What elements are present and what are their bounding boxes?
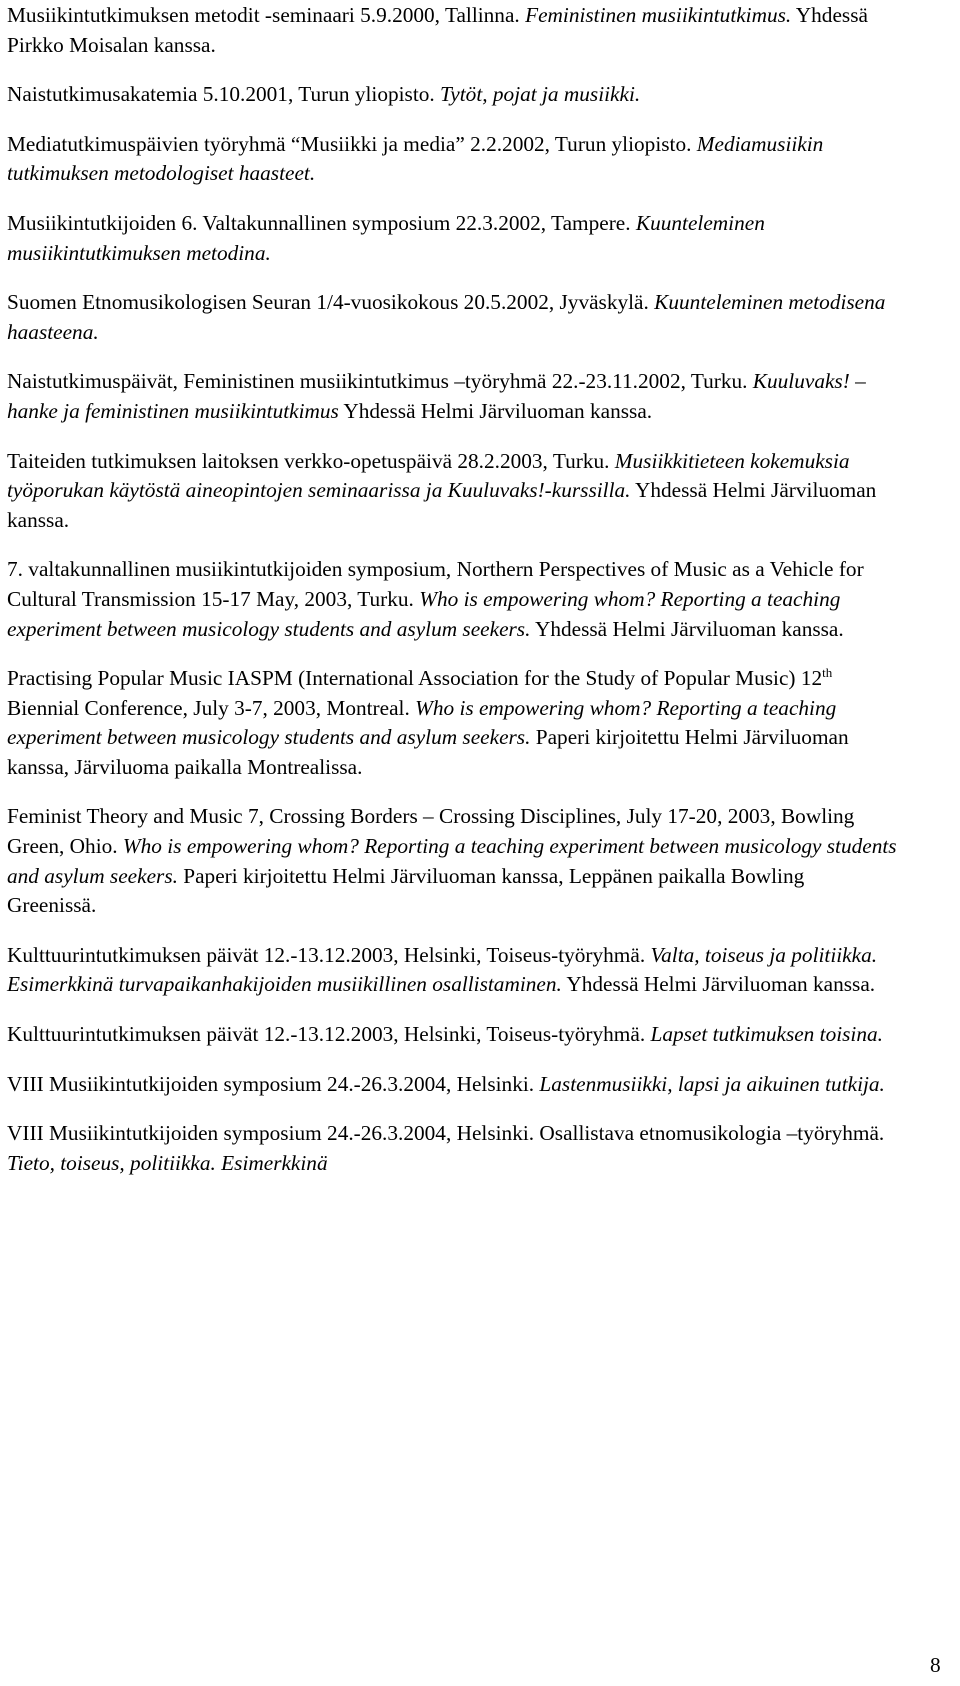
presentation-entry <box>7 941 897 1000</box>
event-details: Musiikintutkijoiden 6. Valtakunnallinen symposium 22.3.2002, Tampere. <box>7 210 636 235</box>
event-details: Yhdessä Helmi Järviluoman kanssa. <box>561 972 876 997</box>
event-details: Suomen Etnomusikologisen Seuran 1/4-vuosikokous 20.5.2002, Jyväskylä. <box>7 290 655 315</box>
event-details: Naistutkimuspäivät, Feministinen musiikintutkimus –työryhmä 22.-23.11.2002, Turku. <box>7 369 753 394</box>
event-details: Kulttuurintutkimuksen päivät 12.-13.12.2003, Helsinki, Toiseus-työryhmä. <box>7 942 651 967</box>
presentation-entry <box>7 130 897 189</box>
event-details: VIII Musiikintutkijoiden symposium 24.-26.3.2004, Helsinki. Osallistava etnomusikologia –työryhmä. <box>7 1121 885 1146</box>
presentation-title: Who is empowering whom? Reporting a teaching experiment between musicology students and asylum seekers. <box>7 695 837 750</box>
presentation-title: Kuunteleminen musiikintutkimuksen metodina. <box>7 210 765 265</box>
presentation-entry <box>7 367 897 426</box>
event-details: VIII Musiikintutkijoiden symposium 24.-26.3.2004, Helsinki. <box>7 1071 540 1096</box>
event-details: Kulttuurintutkimuksen päivät 12.-13.12.2003, Helsinki, Toiseus-työryhmä. <box>7 1022 651 1047</box>
presentation-title: Kuunteleminen metodisena haasteena. <box>7 290 886 344</box>
presentation-entry <box>7 555 897 644</box>
presentation-entry <box>7 288 897 347</box>
presentation-title: Tieto, toiseus, politiikka. Esimerkkinä <box>7 1150 328 1175</box>
presentation-entry <box>7 1070 897 1100</box>
presentation-title: Valta, toiseus ja politiikka. Esimerkkinä turvapaikanhakijoiden musiikillinen osallistaminen. <box>7 942 878 997</box>
event-details: Taiteiden tutkimuksen laitoksen verkko-opetuspäivä 28.2.2003, Turku. <box>7 448 615 473</box>
presentation-title: Kuuluvaks! –hanke ja feministinen musiikintutkimus <box>7 369 866 423</box>
presentation-entry <box>7 447 897 536</box>
event-details: 7. valtakunnallinen musiikintutkijoiden symposium, Northern Perspectives of Music as a Vehicle for Cultural Transmission 15-17 May, 2003, Turku. <box>7 557 864 611</box>
presentation-entry <box>7 802 897 920</box>
presentation-entry <box>7 1119 897 1178</box>
presentation-title: Tytöt, pojat ja musiikki. <box>440 82 641 107</box>
presentation-title: Lapset tutkimuksen toisina. <box>650 1022 883 1047</box>
presentation-title: Who is empowering whom? Reporting a teaching experiment between musicology students and asylum seekers. <box>7 834 897 888</box>
event-details: Feminist Theory and Music 7, Crossing Borders – Crossing Disciplines, July 17-20, 2003, Bowling Green, Ohio. <box>7 804 855 859</box>
presentation-entry <box>7 209 897 268</box>
presentation-entry <box>7 80 897 110</box>
event-details: Naistutkimusakatemia 5.10.2001, Turun yliopisto. <box>7 82 441 107</box>
presentation-title: Feministinen musiikintutkimus. <box>525 3 792 27</box>
event-details: Yhdessä Pirkko Moisalan kanssa. <box>7 3 868 57</box>
event-details: Paperi kirjoitettu Helmi Järviluoman kanssa, Leppänen paikalla Bowling Greenissä. <box>7 863 805 918</box>
presentation-title: Who is empowering whom? Reporting a teaching experiment between musicology students and asylum seekers. <box>7 586 841 641</box>
event-details: Musiikintutkimuksen metodit -seminaari 5.9.2000, Tallinna. <box>7 3 526 27</box>
event-details: Paperi kirjoitettu Helmi Järviluoman kanssa, Järviluoma paikalla Montrealissa. <box>7 725 849 779</box>
presentation-title: Musiikkitieteen kokemuksia työporukan käytöstä aineopintojen seminaarissa ja Kuuluvaks!-kurssilla. <box>7 448 850 503</box>
presentation-entry <box>7 1 897 60</box>
ordinal-suffix: th <box>822 665 833 681</box>
presentation-list <box>7 1 897 1178</box>
event-details: Yhdessä Helmi Järviluoman kanssa. <box>530 616 844 641</box>
event-details: Biennial Conference, July 3-7, 2003, Montreal. <box>7 695 416 720</box>
presentation-title: Lastenmusiikki, lapsi ja aikuinen tutkija. <box>539 1071 885 1096</box>
page-number: 8 <box>930 1653 941 1677</box>
presentation-title: Mediamusiikin tutkimuksen metodologiset haasteet. <box>7 131 824 186</box>
event-details: Practising Popular Music IASPM (International Association for the Study of Popular Music) 12 <box>7 666 823 691</box>
document-page <box>7 0 897 1198</box>
event-details: Yhdessä Helmi Järviluoman kanssa. <box>7 478 877 532</box>
presentation-entry <box>7 664 897 782</box>
event-details: Yhdessä Helmi Järviluoman kanssa. <box>338 398 653 423</box>
presentation-entry <box>7 1020 897 1050</box>
event-details: Mediatutkimuspäivien työryhmä “Musiikki ja media” 2.2.2002, Turun yliopisto. <box>7 131 697 156</box>
